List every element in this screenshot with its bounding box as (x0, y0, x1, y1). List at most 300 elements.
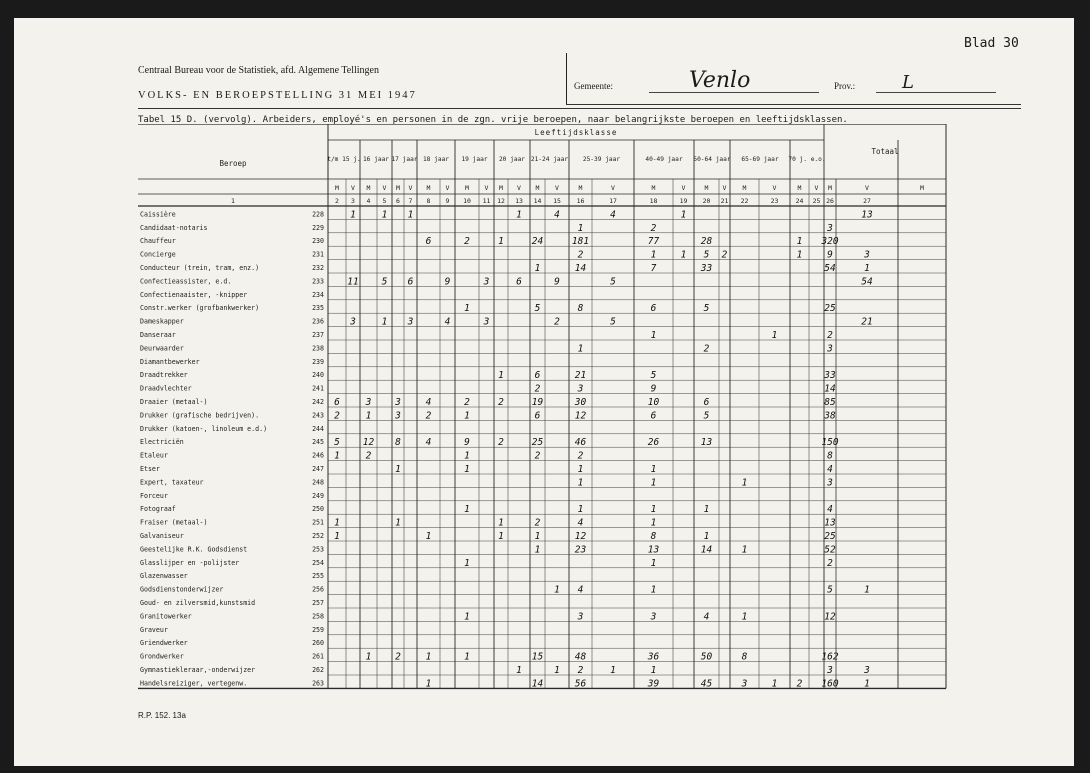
handwritten-value: 1 (554, 665, 560, 676)
handwritten-value: 12 (574, 410, 587, 422)
mv-label: M (797, 184, 802, 192)
handwritten-value: 7 (650, 263, 657, 274)
sheet-number: Blad 30 (964, 36, 1019, 51)
row-code: 249 (312, 491, 324, 500)
handwritten-value: 5 (610, 276, 616, 288)
age-group-label: 18 jaar (422, 156, 450, 163)
handwritten-value: 1 (577, 222, 584, 234)
column-number: 10 (463, 197, 471, 205)
column-number: 6 (396, 197, 400, 205)
handwritten-value: 8 (577, 303, 584, 315)
row-code: 235 (312, 304, 324, 313)
row-beroep-name: Confectienaaister, -knipper (140, 290, 248, 299)
handwritten-value: 9 (650, 383, 657, 395)
column-number: 16 (576, 197, 585, 205)
row-beroep-name: Drukker (grafische bedrijven). (140, 411, 260, 420)
handwritten-value: 1 (650, 557, 657, 569)
bureau-title: Centraal Bureau voor de Statistiek, afd. Algemene Tellingen (138, 65, 379, 76)
row-code: 260 (312, 639, 324, 648)
handwritten-value: 5 (381, 276, 388, 288)
mv-label: V (517, 184, 521, 192)
handwritten-value: 45 (700, 678, 713, 690)
handwritten-value: 3 (827, 665, 833, 676)
handwritten-value: 162 (821, 651, 839, 663)
handwritten-value: 3 (827, 222, 833, 234)
census-form-sheet (14, 18, 1074, 766)
handwritten-value: 1 (464, 303, 470, 315)
handwritten-value: 5 (650, 370, 657, 382)
row-code: 243 (312, 411, 324, 420)
handwritten-value: 3 (395, 397, 401, 408)
row-beroep-name: Candidaat-notaris (140, 223, 208, 232)
row-code: 229 (312, 223, 324, 232)
handwritten-value: 3 (350, 316, 356, 328)
handwritten-value: 1 (650, 665, 657, 676)
mv-label: M (366, 184, 371, 192)
handwritten-value: 1 (464, 464, 470, 475)
handwritten-value: 6 (703, 397, 710, 408)
age-group-label: 21-24 jaar (530, 156, 569, 163)
handwritten-value: 6 (516, 276, 522, 288)
row-code: 244 (312, 424, 324, 433)
handwritten-value: 1 (464, 651, 470, 663)
handwritten-value: 1 (498, 236, 504, 248)
handwritten-value: 19 (531, 397, 544, 408)
row-beroep-name: Expert, taxateur (140, 478, 204, 487)
row-code: 237 (312, 331, 324, 339)
handwritten-value: 3 (577, 611, 584, 623)
row-code: 228 (312, 210, 324, 219)
handwritten-value: 1 (425, 531, 432, 542)
mv-label: V (681, 184, 686, 192)
row-beroep-name: Conducteur (trein, tram, enz.) (140, 264, 260, 272)
handwritten-value: 3 (483, 276, 490, 288)
mv-label: V (408, 184, 413, 192)
handwritten-value: 33 (824, 370, 836, 382)
row-beroep-name: Handelsreiziger, vertegenw. (140, 679, 248, 688)
handwritten-value: 2 (650, 222, 657, 234)
handwritten-value: 77 (647, 236, 660, 248)
handwritten-value: 5 (610, 316, 616, 328)
handwritten-value: 8 (741, 651, 748, 663)
totaal-header: Totaal (871, 147, 899, 156)
row-beroep-name: Danseraar (140, 331, 176, 339)
table-grid (138, 124, 1038, 712)
row-beroep-name: Chauffeur (140, 237, 176, 246)
handwritten-value: 8 (827, 450, 833, 462)
row-beroep-name: Fraiser (metaal-) (140, 518, 208, 527)
row-code: 256 (312, 585, 324, 594)
row-beroep-name: Grondwerker (140, 652, 184, 661)
handwritten-value: 2 (395, 651, 401, 663)
column-number: 9 (445, 197, 450, 205)
mv-label: V (445, 184, 450, 192)
column-number: 12 (497, 197, 505, 205)
mv-label: V (484, 184, 489, 192)
handwritten-value: 1 (680, 209, 687, 221)
mv-label: M (396, 184, 400, 192)
prov-label: Prov.: (834, 81, 856, 91)
handwritten-value: 1 (796, 236, 803, 248)
row-code: 262 (312, 666, 324, 674)
handwritten-value: 9 (444, 276, 451, 288)
age-group-label: 65-69 jaar (741, 156, 779, 163)
handwritten-value: 25 (531, 437, 544, 449)
handwritten-value: 8 (395, 437, 401, 449)
row-beroep-name: Glazenwasser (140, 572, 188, 581)
handwritten-value: 1 (534, 531, 541, 542)
handwritten-value: 2 (577, 450, 584, 462)
handwritten-value: 38 (824, 410, 836, 422)
handwritten-value: 54 (861, 276, 873, 288)
handwritten-value: 2 (534, 517, 541, 529)
handwritten-value: 181 (571, 236, 590, 248)
handwritten-value: 3 (864, 665, 870, 676)
column-number: 26 (826, 197, 834, 205)
handwritten-value: 3 (650, 611, 657, 623)
row-beroep-name: Goud- en zilversmid,kunstsmid (140, 599, 256, 607)
handwritten-value: 2 (827, 330, 833, 341)
handwritten-value: 1 (498, 370, 504, 382)
column-number: 27 (863, 197, 871, 205)
mv-label: M (742, 184, 747, 192)
handwritten-value: 3 (827, 477, 833, 489)
handwritten-value: 33 (700, 263, 713, 274)
handwritten-value: 1 (554, 584, 560, 596)
age-group-label: 50-64 jaar (693, 156, 731, 163)
handwritten-value: 2 (577, 249, 584, 261)
age-group-label: 20 jaar (498, 156, 526, 163)
mv-label: M (465, 184, 469, 192)
handwritten-value: 1 (365, 651, 372, 663)
row-beroep-name: Caissière (140, 210, 176, 219)
handwritten-value: 1 (650, 330, 657, 341)
row-code: 248 (312, 478, 324, 487)
handwritten-value: 13 (647, 544, 660, 556)
handwritten-value: 1 (534, 544, 541, 556)
gemeente-label: Gemeente: (574, 81, 613, 91)
row-code: 261 (312, 652, 324, 661)
handwritten-value: 3 (395, 410, 401, 422)
handwritten-value: 28 (700, 236, 713, 248)
handwritten-value: 13 (861, 209, 873, 221)
handwritten-value: 52 (824, 544, 836, 556)
handwritten-value: 1 (741, 477, 748, 489)
handwritten-value: 4 (827, 464, 833, 475)
handwritten-value: 1 (425, 678, 432, 690)
mv-label: M (335, 184, 339, 192)
mv-label: M (426, 184, 431, 192)
row-code: 257 (312, 599, 324, 607)
mv-label: V (351, 184, 355, 192)
column-number: 20 (702, 197, 711, 205)
handwritten-value: 1 (464, 504, 470, 516)
handwritten-value: 13 (700, 437, 713, 449)
handwritten-value: 36 (647, 651, 660, 663)
column-number: 13 (515, 197, 523, 205)
column-number: 7 (408, 197, 413, 205)
handwritten-value: 23 (574, 544, 587, 556)
row-beroep-name: Fotograaf (140, 505, 176, 514)
handwritten-value: 1 (516, 209, 522, 221)
handwritten-value: 30 (574, 397, 587, 408)
handwritten-value: 2 (554, 316, 560, 328)
column-number: 1 (231, 197, 235, 205)
row-beroep-name: Electriciën (140, 438, 184, 447)
mv-label: V (865, 184, 869, 192)
handwritten-value: 2 (796, 678, 803, 690)
handwritten-value: 9 (827, 249, 833, 261)
handwritten-value: 14 (700, 544, 713, 556)
handwritten-value: 1 (381, 209, 388, 221)
handwritten-value: 13 (824, 517, 836, 529)
handwritten-value: 25 (824, 303, 836, 315)
handwritten-value: 1 (577, 477, 584, 489)
handwritten-value: 5 (703, 410, 710, 422)
handwritten-value: 1 (650, 517, 657, 529)
handwritten-value: 2 (577, 665, 584, 676)
prov-underline (876, 92, 996, 93)
handwritten-value: 54 (824, 263, 836, 274)
row-code: 236 (312, 317, 324, 326)
header-rule (138, 108, 1021, 109)
column-number: 23 (770, 197, 779, 205)
table-caption: Tabel 15 D. (vervolg). Arbeiders, employé's en personen in de zgn. vrije beroepen, naar belangrijkste beroepen en leeftijdsklassen. (138, 115, 848, 125)
handwritten-value: 2 (721, 249, 728, 261)
column-number: 15 (553, 197, 561, 205)
row-code: 258 (312, 612, 324, 621)
handwritten-value: 1 (498, 517, 504, 529)
column-number: 14 (533, 197, 542, 205)
row-code: 233 (312, 277, 324, 286)
row-code: 240 (312, 371, 324, 380)
handwritten-value: 3 (407, 316, 414, 328)
column-number: 3 (351, 197, 355, 205)
handwritten-value: 14 (824, 383, 836, 395)
form-code: R.P. 152. 13a (138, 711, 186, 720)
handwritten-value: 5 (703, 303, 710, 315)
handwritten-value: 11 (347, 276, 359, 288)
column-number: 11 (482, 197, 491, 205)
age-group-label: 17 jaar (391, 156, 418, 163)
handwritten-value: 1 (577, 464, 584, 475)
row-beroep-name: Etaleur (140, 451, 168, 460)
handwritten-value: 1 (381, 316, 388, 328)
handwritten-value: 12 (574, 531, 587, 542)
handwritten-value: 2 (534, 383, 541, 395)
age-group-label: t/m 15 j. (327, 156, 361, 163)
handwritten-value: 3 (864, 249, 870, 261)
handwritten-value: 56 (574, 678, 587, 690)
column-number: 18 (649, 197, 658, 205)
handwritten-value: 1 (796, 249, 803, 261)
handwritten-value: 4 (554, 209, 560, 221)
row-beroep-name: Forceur (140, 491, 168, 500)
prov-value: L (902, 72, 914, 93)
row-code: 242 (312, 398, 324, 406)
column-number: 24 (795, 197, 804, 205)
handwritten-value: 1 (741, 544, 748, 556)
row-beroep-name: Granitowerker (140, 612, 192, 621)
handwritten-value: 5 (534, 303, 541, 315)
handwritten-value: 1 (650, 464, 657, 475)
row-code: 239 (312, 357, 324, 366)
row-beroep-name: Gymnastiekleraar,-onderwijzer (140, 666, 256, 674)
handwritten-value: 6 (534, 370, 541, 382)
row-beroep-name: Griendwerker (140, 639, 188, 648)
leeftijd-header: Leeftijdsklasse (534, 128, 618, 137)
handwritten-value: 1 (577, 343, 584, 355)
handwritten-value: 1 (334, 450, 340, 462)
handwritten-value: 2 (534, 450, 541, 462)
handwritten-value: 4 (425, 437, 432, 449)
row-code: 245 (312, 438, 324, 447)
handwritten-value: 24 (531, 236, 544, 248)
handwritten-value: 6 (407, 276, 414, 288)
column-number: 5 (382, 197, 387, 205)
mv-label: M (920, 184, 924, 192)
handwritten-value: 4 (827, 504, 833, 516)
column-number: 2 (335, 197, 339, 205)
row-code: 253 (312, 545, 324, 554)
row-beroep-name: Confectieassister, e.d. (140, 277, 232, 286)
row-beroep-name: Constr.werker (grofbankwerker) (140, 304, 260, 313)
mv-label: V (772, 184, 777, 192)
handwritten-value: 3 (827, 343, 833, 355)
handwritten-value: 21 (574, 370, 587, 382)
header-divider (566, 53, 567, 105)
handwritten-value: 1 (610, 665, 616, 676)
handwritten-value: 2 (827, 557, 833, 569)
mv-label: V (611, 184, 615, 192)
column-number: 8 (426, 197, 431, 205)
census-title: VOLKS- EN BEROEPSTELLING 31 MEI 1947 (138, 90, 417, 101)
handwritten-value: 1 (407, 209, 414, 221)
handwritten-value: 1 (464, 611, 470, 623)
handwritten-value: 1 (864, 584, 870, 596)
header-rule (566, 104, 1021, 105)
handwritten-value: 14 (531, 678, 544, 690)
handwritten-value: 1 (395, 517, 401, 529)
handwritten-value: 4 (577, 517, 584, 529)
handwritten-value: 1 (741, 611, 748, 623)
handwritten-value: 10 (647, 397, 660, 408)
column-number: 25 (812, 197, 821, 205)
row-beroep-name: Draadtrekker (140, 371, 188, 380)
mv-label: V (722, 184, 727, 192)
row-beroep-name: Concierge (140, 250, 176, 259)
column-number: 21 (720, 197, 729, 205)
row-beroep-name: Dameskapper (140, 317, 184, 326)
row-code: 246 (312, 451, 324, 460)
handwritten-value: 39 (647, 678, 660, 690)
handwritten-value: 26 (647, 437, 660, 449)
handwritten-value: 8 (650, 531, 657, 542)
handwritten-value: 1 (771, 330, 778, 341)
handwritten-value: 3 (577, 383, 584, 395)
row-beroep-name: Draaier (metaal-) (140, 398, 208, 406)
handwritten-value: 4 (703, 611, 710, 623)
row-beroep-name: Drukker (katoen-, linoleum e.d.) (140, 424, 268, 433)
handwritten-value: 1 (498, 531, 504, 542)
handwritten-value: 1 (334, 531, 340, 542)
handwritten-value: 1 (464, 410, 470, 422)
column-number: 19 (679, 197, 688, 205)
handwritten-value: 1 (771, 678, 778, 690)
handwritten-value: 4 (444, 316, 451, 328)
mv-label: M (651, 184, 656, 192)
handwritten-value: 2 (703, 343, 710, 355)
mv-label: M (828, 184, 832, 192)
handwritten-value: 2 (498, 437, 504, 449)
age-group-label: 19 jaar (461, 156, 488, 163)
handwritten-value: 5 (334, 437, 340, 449)
handwritten-value: 150 (821, 437, 839, 449)
row-code: 241 (312, 384, 324, 393)
age-group-label: 70 j. e.o. (788, 156, 826, 163)
row-beroep-name: Godsdienstonderwijzer (140, 585, 224, 594)
row-code: 250 (312, 505, 324, 514)
handwritten-value: 1 (703, 504, 710, 516)
statistics-table (138, 124, 1038, 712)
handwritten-value: 2 (464, 236, 470, 248)
mv-label: M (499, 184, 503, 192)
handwritten-value: 1 (464, 557, 470, 569)
row-beroep-name: Graveur (140, 625, 168, 634)
row-beroep-name: Etser (140, 465, 160, 473)
row-beroep-name: Galvaniseur (140, 532, 184, 540)
handwritten-value: 4 (610, 209, 616, 221)
handwritten-value: 15 (531, 651, 544, 663)
handwritten-value: 4 (425, 397, 432, 408)
mv-label: V (555, 184, 559, 192)
row-code: 254 (312, 558, 324, 567)
handwritten-value: 1 (703, 531, 710, 542)
row-code: 234 (312, 290, 324, 299)
handwritten-value: 48 (574, 651, 587, 663)
handwritten-value: 12 (362, 437, 375, 449)
handwritten-value: 1 (534, 263, 541, 274)
row-code: 251 (312, 518, 324, 527)
age-group-label: 25-39 jaar (582, 156, 621, 163)
handwritten-value: 4 (577, 584, 584, 596)
handwritten-value: 1 (577, 504, 584, 516)
age-group-label: 40-49 jaar (645, 156, 683, 163)
mv-label: V (382, 184, 387, 192)
handwritten-value: 6 (650, 303, 657, 315)
row-beroep-name: Geestelijke R.K. Godsdienst (140, 545, 248, 554)
handwritten-value: 1 (650, 249, 657, 261)
mv-label: M (578, 184, 583, 192)
row-beroep-name: Deurwaarder (140, 344, 184, 353)
handwritten-value: 2 (365, 450, 372, 462)
handwritten-value: 1 (864, 263, 870, 274)
row-code: 230 (312, 237, 324, 246)
handwritten-value: 46 (574, 437, 587, 449)
handwritten-value: 1 (464, 450, 470, 462)
row-code: 231 (312, 250, 324, 259)
handwritten-value: 160 (821, 678, 839, 690)
row-code: 252 (312, 532, 324, 540)
mv-label: V (814, 184, 819, 192)
gemeente-value: Venlo (689, 68, 751, 93)
handwritten-value: 2 (334, 410, 340, 422)
handwritten-value: 9 (464, 437, 470, 449)
handwritten-value: 1 (350, 209, 356, 221)
handwritten-value: 1 (425, 651, 432, 663)
age-group-label: 16 jaar (362, 156, 390, 163)
handwritten-value: 12 (824, 611, 836, 623)
